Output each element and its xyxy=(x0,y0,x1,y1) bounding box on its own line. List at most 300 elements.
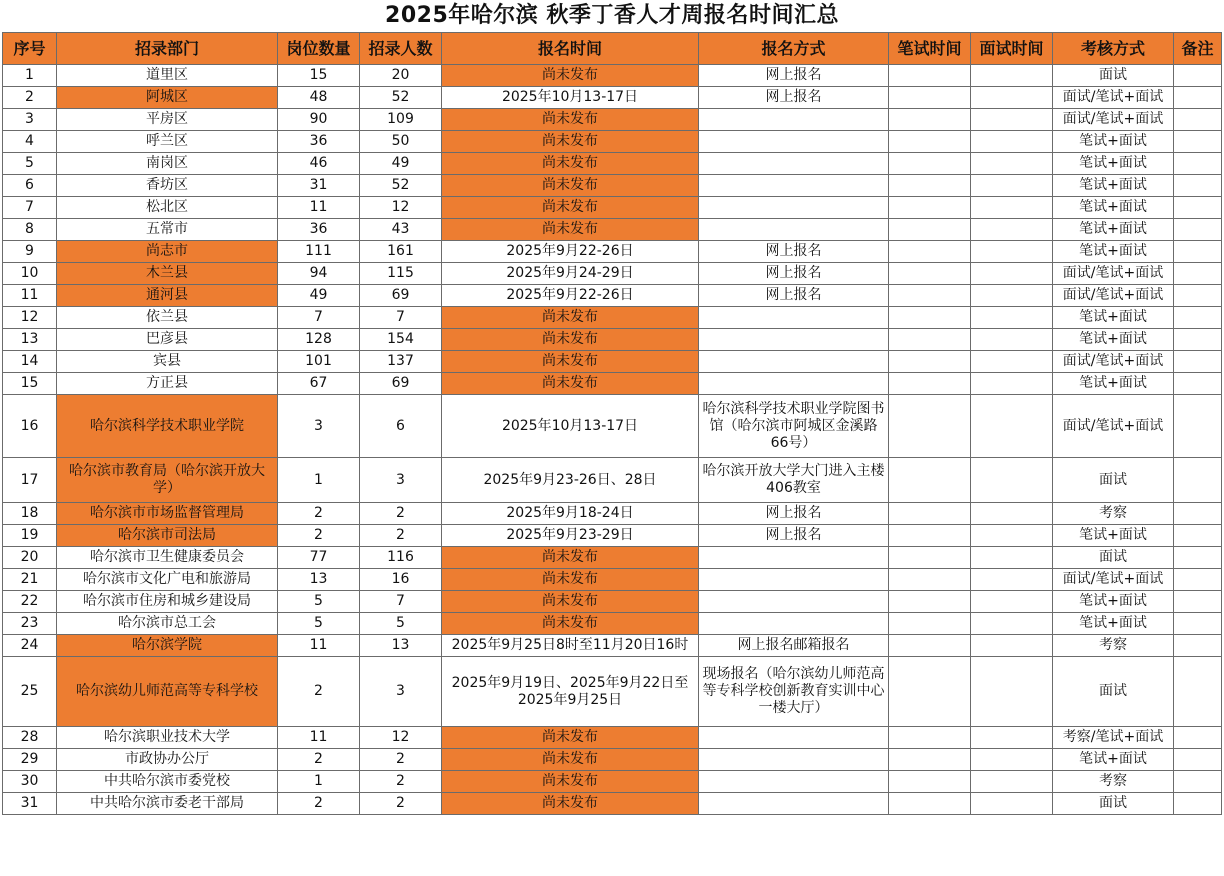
cell-no: 15 xyxy=(3,373,57,395)
cell-note xyxy=(1174,65,1222,87)
cell-note xyxy=(1174,175,1222,197)
cell-hires: 6 xyxy=(360,395,442,458)
cell-method xyxy=(699,329,889,351)
cell-note xyxy=(1174,395,1222,458)
cell-no: 16 xyxy=(3,395,57,458)
cell-time: 尚未发布 xyxy=(442,373,699,395)
cell-method xyxy=(699,197,889,219)
cell-no: 13 xyxy=(3,329,57,351)
cell-hires: 161 xyxy=(360,241,442,263)
cell-written xyxy=(889,569,971,591)
cell-interview xyxy=(971,131,1053,153)
cell-hires: 2 xyxy=(360,503,442,525)
cell-interview xyxy=(971,373,1053,395)
cell-method xyxy=(699,373,889,395)
cell-assess: 面试 xyxy=(1053,458,1174,503)
cell-dept: 哈尔滨幼儿师范高等专科学校 xyxy=(57,657,278,727)
cell-method xyxy=(699,109,889,131)
cell-hires: 69 xyxy=(360,373,442,395)
cell-time: 尚未发布 xyxy=(442,153,699,175)
cell-written xyxy=(889,458,971,503)
cell-interview xyxy=(971,591,1053,613)
cell-hires: 7 xyxy=(360,591,442,613)
cell-hires: 20 xyxy=(360,65,442,87)
cell-time: 尚未发布 xyxy=(442,793,699,815)
cell-hires: 52 xyxy=(360,87,442,109)
cell-hires: 115 xyxy=(360,263,442,285)
cell-written xyxy=(889,153,971,175)
cell-time: 尚未发布 xyxy=(442,109,699,131)
header-interview: 面试时间 xyxy=(971,33,1053,65)
cell-time: 2025年9月22-26日 xyxy=(442,241,699,263)
cell-method: 哈尔滨科学技术职业学院图书馆（哈尔滨市阿城区金溪路66号） xyxy=(699,395,889,458)
cell-note xyxy=(1174,329,1222,351)
cell-interview xyxy=(971,458,1053,503)
cell-posts: 94 xyxy=(278,263,360,285)
cell-assess: 笔试+面试 xyxy=(1053,373,1174,395)
cell-posts: 5 xyxy=(278,591,360,613)
table-row xyxy=(3,373,1222,395)
cell-time: 2025年10月13-17日 xyxy=(442,395,699,458)
cell-assess: 笔试+面试 xyxy=(1053,613,1174,635)
cell-written xyxy=(889,503,971,525)
table-row xyxy=(3,175,1222,197)
cell-interview xyxy=(971,241,1053,263)
cell-assess: 考察 xyxy=(1053,503,1174,525)
cell-interview xyxy=(971,285,1053,307)
cell-hires: 116 xyxy=(360,547,442,569)
cell-method xyxy=(699,131,889,153)
cell-interview xyxy=(971,175,1053,197)
cell-dept: 市政协办公厅 xyxy=(57,749,278,771)
cell-assess: 笔试+面试 xyxy=(1053,219,1174,241)
cell-method xyxy=(699,771,889,793)
cell-hires: 52 xyxy=(360,175,442,197)
cell-dept: 中共哈尔滨市委老干部局 xyxy=(57,793,278,815)
cell-posts: 77 xyxy=(278,547,360,569)
cell-dept: 香坊区 xyxy=(57,175,278,197)
cell-written xyxy=(889,241,971,263)
cell-assess: 面试 xyxy=(1053,657,1174,727)
cell-posts: 36 xyxy=(278,219,360,241)
cell-interview xyxy=(971,87,1053,109)
cell-no: 10 xyxy=(3,263,57,285)
cell-written xyxy=(889,329,971,351)
cell-note xyxy=(1174,131,1222,153)
cell-note xyxy=(1174,569,1222,591)
cell-posts: 2 xyxy=(278,503,360,525)
cell-method xyxy=(699,175,889,197)
cell-posts: 11 xyxy=(278,727,360,749)
cell-written xyxy=(889,175,971,197)
table-row xyxy=(3,65,1222,87)
cell-posts: 1 xyxy=(278,458,360,503)
cell-note xyxy=(1174,635,1222,657)
cell-interview xyxy=(971,503,1053,525)
cell-method: 网上报名 xyxy=(699,525,889,547)
cell-note xyxy=(1174,373,1222,395)
cell-note xyxy=(1174,109,1222,131)
cell-hires: 137 xyxy=(360,351,442,373)
cell-time: 尚未发布 xyxy=(442,329,699,351)
table-row xyxy=(3,109,1222,131)
cell-hires: 13 xyxy=(360,635,442,657)
cell-hires: 3 xyxy=(360,458,442,503)
table-row xyxy=(3,749,1222,771)
cell-interview xyxy=(971,613,1053,635)
cell-no: 23 xyxy=(3,613,57,635)
cell-method: 网上报名 xyxy=(699,285,889,307)
cell-interview xyxy=(971,219,1053,241)
cell-written xyxy=(889,591,971,613)
cell-written xyxy=(889,749,971,771)
cell-dept: 哈尔滨市市场监督管理局 xyxy=(57,503,278,525)
cell-time: 尚未发布 xyxy=(442,351,699,373)
cell-note xyxy=(1174,285,1222,307)
cell-note xyxy=(1174,613,1222,635)
cell-interview xyxy=(971,263,1053,285)
cell-hires: 16 xyxy=(360,569,442,591)
cell-hires: 154 xyxy=(360,329,442,351)
cell-note xyxy=(1174,657,1222,727)
header-assess: 考核方式 xyxy=(1053,33,1174,65)
cell-written xyxy=(889,771,971,793)
cell-hires: 69 xyxy=(360,285,442,307)
cell-written xyxy=(889,351,971,373)
cell-hires: 2 xyxy=(360,525,442,547)
cell-note xyxy=(1174,547,1222,569)
cell-posts: 31 xyxy=(278,175,360,197)
table-row xyxy=(3,219,1222,241)
cell-note xyxy=(1174,458,1222,503)
header-written: 笔试时间 xyxy=(889,33,971,65)
cell-written xyxy=(889,373,971,395)
cell-note xyxy=(1174,307,1222,329)
cell-no: 19 xyxy=(3,525,57,547)
cell-posts: 111 xyxy=(278,241,360,263)
cell-time: 尚未发布 xyxy=(442,219,699,241)
cell-method xyxy=(699,613,889,635)
cell-posts: 2 xyxy=(278,525,360,547)
cell-time: 尚未发布 xyxy=(442,197,699,219)
cell-no: 22 xyxy=(3,591,57,613)
table-row xyxy=(3,547,1222,569)
cell-method xyxy=(699,153,889,175)
cell-no: 28 xyxy=(3,727,57,749)
cell-dept: 松北区 xyxy=(57,197,278,219)
table-row xyxy=(3,657,1222,727)
cell-assess: 面试/笔试+面试 xyxy=(1053,395,1174,458)
cell-hires: 49 xyxy=(360,153,442,175)
cell-method xyxy=(699,569,889,591)
cell-interview xyxy=(971,307,1053,329)
table-row xyxy=(3,307,1222,329)
cell-written xyxy=(889,65,971,87)
cell-note xyxy=(1174,153,1222,175)
cell-hires: 5 xyxy=(360,613,442,635)
cell-method: 网上报名 xyxy=(699,503,889,525)
cell-written xyxy=(889,285,971,307)
cell-dept: 木兰县 xyxy=(57,263,278,285)
cell-assess: 面试/笔试+面试 xyxy=(1053,87,1174,109)
table-row xyxy=(3,458,1222,503)
cell-note xyxy=(1174,219,1222,241)
cell-assess: 笔试+面试 xyxy=(1053,525,1174,547)
cell-interview xyxy=(971,525,1053,547)
table-row xyxy=(3,241,1222,263)
cell-method xyxy=(699,749,889,771)
cell-method xyxy=(699,351,889,373)
cell-assess: 面试 xyxy=(1053,793,1174,815)
cell-dept: 平房区 xyxy=(57,109,278,131)
cell-dept: 尚志市 xyxy=(57,241,278,263)
table-row xyxy=(3,351,1222,373)
cell-interview xyxy=(971,395,1053,458)
cell-interview xyxy=(971,65,1053,87)
cell-no: 14 xyxy=(3,351,57,373)
cell-method: 哈尔滨开放大学大门进入主楼406教室 xyxy=(699,458,889,503)
header-time: 报名时间 xyxy=(442,33,699,65)
cell-time: 尚未发布 xyxy=(442,727,699,749)
cell-hires: 2 xyxy=(360,771,442,793)
cell-posts: 128 xyxy=(278,329,360,351)
cell-dept: 哈尔滨市文化广电和旅游局 xyxy=(57,569,278,591)
cell-time: 2025年9月19日、2025年9月22日至2025年9月25日 xyxy=(442,657,699,727)
cell-note xyxy=(1174,263,1222,285)
cell-dept: 阿城区 xyxy=(57,87,278,109)
cell-method xyxy=(699,547,889,569)
cell-time: 2025年9月25日8时至11月20日16时 xyxy=(442,635,699,657)
cell-dept: 哈尔滨市住房和城乡建设局 xyxy=(57,591,278,613)
header-dept: 招录部门 xyxy=(57,33,278,65)
cell-dept: 哈尔滨市司法局 xyxy=(57,525,278,547)
cell-dept: 依兰县 xyxy=(57,307,278,329)
cell-no: 1 xyxy=(3,65,57,87)
cell-method xyxy=(699,591,889,613)
cell-no: 12 xyxy=(3,307,57,329)
cell-time: 尚未发布 xyxy=(442,547,699,569)
cell-dept: 哈尔滨市总工会 xyxy=(57,613,278,635)
cell-written xyxy=(889,525,971,547)
cell-hires: 43 xyxy=(360,219,442,241)
cell-posts: 101 xyxy=(278,351,360,373)
cell-time: 2025年9月22-26日 xyxy=(442,285,699,307)
cell-no: 4 xyxy=(3,131,57,153)
cell-interview xyxy=(971,727,1053,749)
cell-interview xyxy=(971,793,1053,815)
cell-interview xyxy=(971,547,1053,569)
cell-time: 2025年10月13-17日 xyxy=(442,87,699,109)
cell-written xyxy=(889,793,971,815)
cell-assess: 笔试+面试 xyxy=(1053,131,1174,153)
cell-interview xyxy=(971,771,1053,793)
page-title: 2025年哈尔滨 秋季丁香人才周报名时间汇总 xyxy=(385,3,839,28)
cell-interview xyxy=(971,569,1053,591)
cell-method: 网上报名 xyxy=(699,87,889,109)
cell-written xyxy=(889,219,971,241)
cell-assess: 面试/笔试+面试 xyxy=(1053,263,1174,285)
cell-interview xyxy=(971,109,1053,131)
table-row xyxy=(3,635,1222,657)
cell-note xyxy=(1174,503,1222,525)
cell-dept: 哈尔滨市教育局（哈尔滨开放大学） xyxy=(57,458,278,503)
cell-posts: 2 xyxy=(278,657,360,727)
cell-no: 31 xyxy=(3,793,57,815)
cell-time: 尚未发布 xyxy=(442,771,699,793)
cell-assess: 笔试+面试 xyxy=(1053,591,1174,613)
cell-no: 25 xyxy=(3,657,57,727)
table-row xyxy=(3,503,1222,525)
cell-no: 11 xyxy=(3,285,57,307)
cell-assess: 笔试+面试 xyxy=(1053,307,1174,329)
table-row xyxy=(3,131,1222,153)
cell-assess: 面试/笔试+面试 xyxy=(1053,351,1174,373)
cell-assess: 笔试+面试 xyxy=(1053,197,1174,219)
header-note: 备注 xyxy=(1174,33,1222,65)
table-row xyxy=(3,771,1222,793)
cell-no: 29 xyxy=(3,749,57,771)
cell-posts: 2 xyxy=(278,793,360,815)
cell-written xyxy=(889,109,971,131)
cell-written xyxy=(889,547,971,569)
cell-posts: 49 xyxy=(278,285,360,307)
cell-dept: 哈尔滨职业技术大学 xyxy=(57,727,278,749)
cell-posts: 48 xyxy=(278,87,360,109)
cell-time: 尚未发布 xyxy=(442,569,699,591)
header-hires: 招录人数 xyxy=(360,33,442,65)
cell-no: 20 xyxy=(3,547,57,569)
cell-time: 尚未发布 xyxy=(442,65,699,87)
cell-no: 5 xyxy=(3,153,57,175)
cell-assess: 笔试+面试 xyxy=(1053,329,1174,351)
table-row xyxy=(3,525,1222,547)
cell-assess: 考察/笔试+面试 xyxy=(1053,727,1174,749)
cell-posts: 36 xyxy=(278,131,360,153)
cell-written xyxy=(889,635,971,657)
table-row xyxy=(3,569,1222,591)
cell-no: 17 xyxy=(3,458,57,503)
cell-assess: 笔试+面试 xyxy=(1053,241,1174,263)
cell-written xyxy=(889,727,971,749)
header-posts: 岗位数量 xyxy=(278,33,360,65)
cell-dept: 通河县 xyxy=(57,285,278,307)
table-row xyxy=(3,197,1222,219)
table-row xyxy=(3,285,1222,307)
cell-note xyxy=(1174,87,1222,109)
cell-no: 30 xyxy=(3,771,57,793)
cell-posts: 7 xyxy=(278,307,360,329)
cell-written xyxy=(889,197,971,219)
cell-written xyxy=(889,395,971,458)
cell-note xyxy=(1174,591,1222,613)
cell-method: 网上报名 xyxy=(699,65,889,87)
cell-time: 尚未发布 xyxy=(442,591,699,613)
cell-interview xyxy=(971,351,1053,373)
cell-posts: 1 xyxy=(278,771,360,793)
cell-hires: 2 xyxy=(360,793,442,815)
cell-no: 9 xyxy=(3,241,57,263)
table-row xyxy=(3,263,1222,285)
cell-posts: 90 xyxy=(278,109,360,131)
table-row xyxy=(3,727,1222,749)
cell-time: 2025年9月24-29日 xyxy=(442,263,699,285)
cell-interview xyxy=(971,635,1053,657)
cell-dept: 方正县 xyxy=(57,373,278,395)
cell-note xyxy=(1174,241,1222,263)
cell-hires: 3 xyxy=(360,657,442,727)
cell-method: 现场报名（哈尔滨幼儿师范高等专科学校创新教育实训中心一楼大厅） xyxy=(699,657,889,727)
table-row xyxy=(3,591,1222,613)
cell-time: 2025年9月23-26日、28日 xyxy=(442,458,699,503)
cell-written xyxy=(889,263,971,285)
cell-interview xyxy=(971,329,1053,351)
cell-dept: 五常市 xyxy=(57,219,278,241)
cell-posts: 67 xyxy=(278,373,360,395)
cell-assess: 面试/笔试+面试 xyxy=(1053,109,1174,131)
cell-hires: 7 xyxy=(360,307,442,329)
cell-assess: 面试/笔试+面试 xyxy=(1053,569,1174,591)
cell-note xyxy=(1174,749,1222,771)
header-row xyxy=(3,33,1222,65)
cell-dept: 中共哈尔滨市委党校 xyxy=(57,771,278,793)
cell-assess: 面试 xyxy=(1053,547,1174,569)
cell-time: 尚未发布 xyxy=(442,131,699,153)
cell-dept: 道里区 xyxy=(57,65,278,87)
cell-assess: 面试 xyxy=(1053,65,1174,87)
cell-interview xyxy=(971,197,1053,219)
table-row xyxy=(3,329,1222,351)
table-row xyxy=(3,395,1222,458)
cell-note xyxy=(1174,351,1222,373)
cell-interview xyxy=(971,749,1053,771)
cell-note xyxy=(1174,197,1222,219)
cell-posts: 2 xyxy=(278,749,360,771)
cell-dept: 南岗区 xyxy=(57,153,278,175)
cell-hires: 2 xyxy=(360,749,442,771)
cell-posts: 13 xyxy=(278,569,360,591)
cell-note xyxy=(1174,525,1222,547)
cell-hires: 12 xyxy=(360,727,442,749)
cell-method xyxy=(699,727,889,749)
cell-dept: 巴彦县 xyxy=(57,329,278,351)
cell-posts: 11 xyxy=(278,635,360,657)
cell-time: 2025年9月23-29日 xyxy=(442,525,699,547)
table-row xyxy=(3,793,1222,815)
cell-written xyxy=(889,87,971,109)
cell-note xyxy=(1174,793,1222,815)
cell-method: 网上报名 xyxy=(699,263,889,285)
cell-method: 网上报名 xyxy=(699,241,889,263)
cell-no: 7 xyxy=(3,197,57,219)
table-row xyxy=(3,613,1222,635)
cell-assess: 考察 xyxy=(1053,771,1174,793)
cell-assess: 笔试+面试 xyxy=(1053,749,1174,771)
cell-method xyxy=(699,793,889,815)
table-body xyxy=(3,65,1222,815)
cell-written xyxy=(889,657,971,727)
cell-posts: 11 xyxy=(278,197,360,219)
cell-note xyxy=(1174,771,1222,793)
cell-no: 3 xyxy=(3,109,57,131)
cell-written xyxy=(889,131,971,153)
cell-method: 网上报名邮箱报名 xyxy=(699,635,889,657)
cell-interview xyxy=(971,153,1053,175)
cell-dept: 哈尔滨学院 xyxy=(57,635,278,657)
cell-no: 2 xyxy=(3,87,57,109)
header-method: 报名方式 xyxy=(699,33,889,65)
cell-posts: 3 xyxy=(278,395,360,458)
cell-dept: 呼兰区 xyxy=(57,131,278,153)
